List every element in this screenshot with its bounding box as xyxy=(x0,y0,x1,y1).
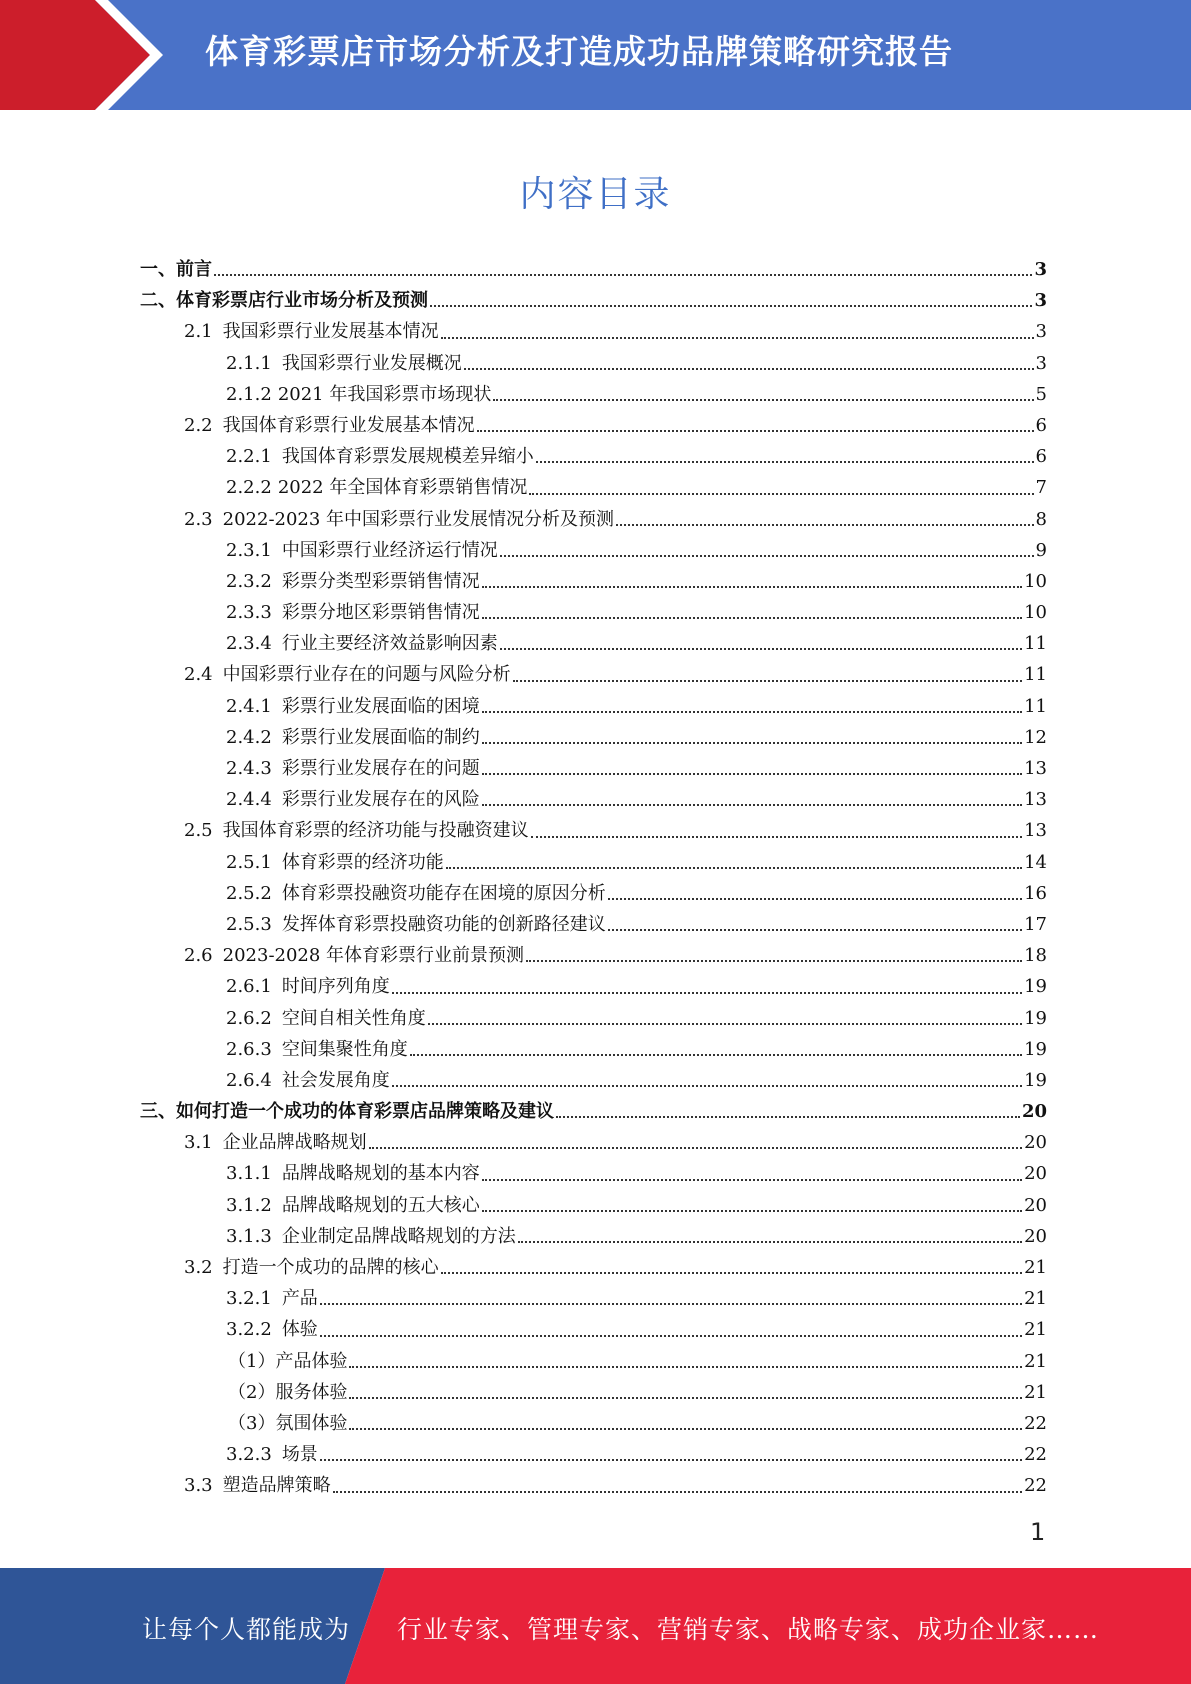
toc-entry-number: 3.1.2 xyxy=(226,1194,272,1216)
toc-leader-dots xyxy=(482,711,1022,713)
footer-banner xyxy=(0,1568,1191,1684)
toc-entry-title: 服务体验 xyxy=(275,1381,348,1403)
toc-entry-page: 11 xyxy=(1024,695,1047,717)
toc-entry-title: 体育彩票的经济功能 xyxy=(281,851,444,873)
footer-slogan-left: 让每个人都能成为 xyxy=(142,1615,351,1644)
toc-entry-number: 2.6.1 xyxy=(226,976,272,998)
toc-entry[interactable] xyxy=(140,1252,1047,1283)
toc-entry-page: 3 xyxy=(1034,259,1047,280)
toc-entry-title: 体验 xyxy=(281,1319,318,1341)
toc-leader-dots xyxy=(529,493,1033,495)
toc-entry[interactable] xyxy=(140,753,1047,784)
toc-entry[interactable] xyxy=(140,535,1047,566)
toc-entry[interactable] xyxy=(140,1096,1047,1127)
toc-entry-title: 2022 年全国体育彩票销售情况 xyxy=(277,477,528,499)
toc-entry-number: 2.3.1 xyxy=(226,539,272,561)
header-banner xyxy=(0,0,1191,110)
toc-entry-page: 19 xyxy=(1024,1038,1047,1060)
toc-leader-dots xyxy=(349,1397,1022,1399)
toc-entry-number: 2.2.2 xyxy=(226,477,272,499)
toc-leader-dots xyxy=(500,555,1034,557)
toc-entry-page: 6 xyxy=(1035,414,1047,436)
toc-entry-title: 氛围体验 xyxy=(275,1412,348,1434)
toc-entry-title: 产品体验 xyxy=(275,1350,348,1372)
toc-entry-number: 2.4 xyxy=(184,664,213,686)
toc-leader-dots xyxy=(608,929,1022,931)
footer-slogan-right: 行业专家、管理专家、营销专家、战略专家、成功企业家…… xyxy=(397,1615,1100,1644)
toc-entry-number: 一、 xyxy=(140,259,176,280)
toc-leader-dots xyxy=(410,1054,1022,1056)
toc-leader-dots xyxy=(531,836,1022,838)
toc-entry-page: 11 xyxy=(1024,633,1047,655)
toc-entry-page: 10 xyxy=(1024,602,1047,624)
toc-entry-page: 8 xyxy=(1035,508,1047,530)
toc-entry-page: 22 xyxy=(1024,1412,1047,1434)
toc-entry-title: 场景 xyxy=(281,1444,318,1466)
toc-entry-number: 3.2 xyxy=(184,1257,213,1278)
toc-entry-title: 我国体育彩票发展规模差异缩小 xyxy=(281,446,534,468)
toc-entry-title: 如何打造一个成功的体育彩票店品牌策略及建议 xyxy=(176,1101,554,1123)
toc-entry[interactable] xyxy=(140,316,1047,347)
toc-leader-dots xyxy=(482,742,1022,744)
toc-entry-page: 20 xyxy=(1024,1194,1047,1216)
toc-entry-number: 2.6.4 xyxy=(226,1069,272,1091)
toc-entry-page: 13 xyxy=(1024,789,1047,811)
toc-leader-dots xyxy=(446,867,1022,869)
toc-entry-page: 20 xyxy=(1024,1225,1047,1247)
toc-entry[interactable] xyxy=(140,1439,1047,1470)
toc-leader-dots xyxy=(320,1459,1022,1461)
toc-entry-number: 2.2 xyxy=(184,414,213,436)
toc-leader-dots xyxy=(392,1085,1022,1087)
toc-entry-number: 3.1 xyxy=(184,1132,213,1154)
toc-entry-number: 2.2.1 xyxy=(226,446,272,468)
toc-entry-number: 3.2.1 xyxy=(226,1288,272,1310)
toc-entry-page: 18 xyxy=(1024,945,1047,967)
toc-entry[interactable] xyxy=(140,878,1047,909)
toc-entry[interactable] xyxy=(140,441,1047,472)
toc-entry[interactable] xyxy=(140,691,1047,722)
toc-entry-number: 3.1.1 xyxy=(226,1163,272,1185)
toc-entry-number: 2.1.1 xyxy=(226,352,272,374)
toc-leader-dots xyxy=(482,804,1022,806)
toc-entry[interactable] xyxy=(140,1221,1047,1252)
toc-entry-page: 19 xyxy=(1024,1007,1047,1029)
toc-entry-page: 20 xyxy=(1024,1163,1047,1185)
toc-leader-dots xyxy=(392,992,1022,994)
toc-entry-page: 11 xyxy=(1024,664,1047,686)
toc-leader-dots xyxy=(477,430,1034,432)
toc-entry-title: 我国彩票行业发展概况 xyxy=(281,352,462,374)
toc-entry[interactable] xyxy=(140,1065,1047,1096)
toc-entry-page: 21 xyxy=(1024,1350,1047,1372)
toc-leader-dots xyxy=(526,960,1022,962)
toc-entry-number: 2.3.2 xyxy=(226,570,272,592)
toc-entry-title: 我国彩票行业发展基本情况 xyxy=(222,321,439,343)
toc-entry-page: 14 xyxy=(1024,851,1047,873)
toc-entry-title: 体育彩票投融资功能存在困境的原因分析 xyxy=(281,882,606,904)
toc-entry[interactable] xyxy=(140,504,1047,535)
toc-entry-title: 社会发展角度 xyxy=(281,1069,390,1091)
toc-entry[interactable] xyxy=(140,909,1047,940)
toc-entry[interactable] xyxy=(140,597,1047,628)
toc-entry[interactable] xyxy=(140,1158,1047,1189)
toc-entry-page: 21 xyxy=(1024,1257,1047,1278)
toc-entry-number: 2.5 xyxy=(184,820,213,842)
toc-heading: 内容目录 xyxy=(519,174,672,215)
toc-entry-number: 2.4.3 xyxy=(226,758,272,779)
toc-entry[interactable] xyxy=(140,1127,1047,1158)
toc-entry-title: 彩票行业发展面临的制约 xyxy=(281,726,480,748)
toc-entry-title: 空间自相关性角度 xyxy=(281,1007,426,1029)
toc-entry[interactable] xyxy=(140,1408,1047,1439)
toc-leader-dots xyxy=(608,898,1022,900)
toc-entry-page: 12 xyxy=(1024,726,1047,748)
toc-leader-dots xyxy=(430,305,1032,307)
toc-entry-title: 彩票行业发展存在的风险 xyxy=(281,789,480,811)
toc-entry-page: 19 xyxy=(1024,976,1047,998)
toc-entry-page: 22 xyxy=(1024,1444,1047,1466)
toc-leader-dots xyxy=(320,1335,1022,1337)
toc-entry-title: 中国彩票行业存在的问题与风险分析 xyxy=(222,664,511,686)
toc-leader-dots xyxy=(464,368,1034,370)
page-number: 1 xyxy=(1030,1518,1046,1546)
toc-entry-number: 2.4.4 xyxy=(226,789,272,811)
toc-entry-title: 品牌战略规划的五大核心 xyxy=(281,1194,480,1216)
toc-entry-page: 5 xyxy=(1035,383,1047,405)
toc-entry[interactable] xyxy=(140,815,1047,846)
toc-entry-number: （3） xyxy=(228,1412,276,1434)
toc-entry-page: 10 xyxy=(1024,570,1047,592)
toc-entry[interactable] xyxy=(140,410,1047,441)
toc-entry-page: 21 xyxy=(1024,1319,1047,1341)
toc-leader-dots xyxy=(441,1272,1022,1274)
toc-entry-number: 2.3 xyxy=(184,508,213,530)
toc-entry-number: 3.1.3 xyxy=(226,1225,272,1247)
toc-entry-page: 17 xyxy=(1024,913,1047,935)
toc-entry[interactable] xyxy=(140,1003,1047,1034)
toc-leader-dots xyxy=(482,1210,1022,1212)
toc-entry[interactable] xyxy=(140,784,1047,815)
toc-entry[interactable] xyxy=(140,254,1047,285)
toc-leader-dots xyxy=(518,1241,1022,1243)
toc-entry-number: 3.3 xyxy=(184,1475,213,1497)
toc-entry-title: 塑造品牌策略 xyxy=(222,1475,331,1497)
toc-entry-title: 前言 xyxy=(176,259,212,280)
toc-entry[interactable] xyxy=(140,1283,1047,1314)
toc-entry[interactable] xyxy=(140,472,1047,503)
toc-leader-dots xyxy=(482,617,1022,619)
toc-leader-dots xyxy=(349,1366,1022,1368)
toc-leader-dots xyxy=(536,461,1034,463)
toc-entry-number: 三、 xyxy=(140,1101,176,1123)
toc-entry-title: 体育彩票店行业市场分析及预测 xyxy=(176,290,428,312)
toc-leader-dots xyxy=(214,274,1032,276)
toc-entry-number: 2.3.4 xyxy=(226,633,272,655)
toc-entry-page: 19 xyxy=(1024,1069,1047,1091)
toc-entry-title: 我国体育彩票的经济功能与投融资建议 xyxy=(222,820,529,842)
toc-entry-title: 打造一个成功的品牌的核心 xyxy=(222,1257,439,1278)
toc-entry-page: 6 xyxy=(1035,446,1047,468)
toc-leader-dots xyxy=(513,680,1022,682)
toc-entry-page: 21 xyxy=(1024,1288,1047,1310)
toc-entry-page: 3 xyxy=(1035,321,1047,343)
toc-entry-page: 7 xyxy=(1035,477,1047,499)
toc-entry-number: 二、 xyxy=(140,290,176,312)
toc-entry-page: 9 xyxy=(1035,539,1047,561)
toc-entry-title: 2022-2023 年中国彩票行业发展情况分析及预测 xyxy=(222,508,615,530)
toc-entry-title: 发挥体育彩票投融资功能的创新路径建议 xyxy=(281,913,606,935)
toc-entry-title: 2023-2028 年体育彩票行业前景预测 xyxy=(222,945,525,967)
toc-entry-title: 2021 年我国彩票市场现状 xyxy=(277,383,492,405)
toc-entry[interactable] xyxy=(140,1190,1047,1221)
toc-entry-title: 空间集聚性角度 xyxy=(281,1038,408,1060)
toc-entry-page: 3 xyxy=(1035,352,1047,374)
toc-leader-dots xyxy=(482,773,1022,775)
toc-entry-title: 彩票行业发展存在的问题 xyxy=(281,758,480,779)
toc-entry[interactable] xyxy=(140,971,1047,1002)
toc-entry-number: 2.5.1 xyxy=(226,851,272,873)
toc-entry-number: 2.6 xyxy=(184,945,213,967)
toc-entry-page: 20 xyxy=(1021,1101,1047,1123)
toc-entry-title: 时间序列角度 xyxy=(281,976,390,998)
toc-entry-number: 2.5.3 xyxy=(226,913,272,935)
toc-entry-number: 3.2.2 xyxy=(226,1319,272,1341)
toc-entry[interactable] xyxy=(140,722,1047,753)
toc-leader-dots xyxy=(556,1116,1020,1118)
toc-entry[interactable] xyxy=(140,379,1047,410)
toc-leader-dots xyxy=(333,1491,1022,1493)
toc-entry-page: 3 xyxy=(1034,290,1047,312)
toc-entry-number: 2.1 xyxy=(184,321,213,343)
table-of-contents xyxy=(140,254,1047,1502)
toc-entry-title: 彩票分地区彩票销售情况 xyxy=(281,602,480,624)
toc-entry[interactable] xyxy=(140,1470,1047,1501)
toc-entry[interactable] xyxy=(140,348,1047,379)
toc-entry-number: （2） xyxy=(228,1381,276,1403)
toc-entry[interactable] xyxy=(140,847,1047,878)
toc-entry[interactable] xyxy=(140,1314,1047,1345)
toc-leader-dots xyxy=(500,648,1022,650)
toc-entry-number: 2.6.3 xyxy=(226,1038,272,1060)
toc-leader-dots xyxy=(441,337,1034,339)
toc-entry-title: 企业制定品牌战略规划的方法 xyxy=(281,1225,516,1247)
toc-entry[interactable] xyxy=(140,285,1047,316)
toc-leader-dots xyxy=(482,586,1022,588)
toc-entry-title: 中国彩票行业经济运行情况 xyxy=(281,539,498,561)
toc-leader-dots xyxy=(493,399,1033,401)
toc-leader-dots xyxy=(349,1428,1022,1430)
toc-entry-number: 2.5.2 xyxy=(226,882,272,904)
toc-entry-number: 2.4.1 xyxy=(226,695,272,717)
toc-entry[interactable] xyxy=(140,628,1047,659)
toc-entry-title: 彩票分类型彩票销售情况 xyxy=(281,570,480,592)
toc-entry[interactable] xyxy=(140,659,1047,690)
toc-entry-number: 2.4.2 xyxy=(226,726,272,748)
toc-entry-title: 企业品牌战略规划 xyxy=(222,1132,367,1154)
toc-entry-title: 产品 xyxy=(281,1288,318,1310)
toc-entry-page: 21 xyxy=(1024,1381,1047,1403)
toc-leader-dots xyxy=(616,524,1033,526)
toc-entry[interactable] xyxy=(140,1377,1047,1408)
toc-entry-page: 22 xyxy=(1024,1475,1047,1497)
toc-entry-page: 20 xyxy=(1024,1132,1047,1154)
toc-entry-number: 3.2.3 xyxy=(226,1444,272,1466)
toc-entry-title: 品牌战略规划的基本内容 xyxy=(281,1163,480,1185)
report-title: 体育彩票店市场分析及打造成功品牌策略研究报告 xyxy=(205,32,953,71)
toc-leader-dots xyxy=(369,1147,1022,1149)
toc-entry-number: 2.3.3 xyxy=(226,602,272,624)
toc-entry-page: 13 xyxy=(1024,820,1047,842)
toc-entry-title: 行业主要经济效益影响因素 xyxy=(281,633,498,655)
toc-entry-number: （1） xyxy=(228,1350,276,1372)
toc-entry-page: 16 xyxy=(1024,882,1047,904)
toc-entry-number: 2.1.2 xyxy=(226,383,272,405)
toc-entry-page: 13 xyxy=(1024,758,1047,779)
toc-entry[interactable] xyxy=(140,566,1047,597)
toc-entry-title: 彩票行业发展面临的困境 xyxy=(281,695,480,717)
toc-entry[interactable] xyxy=(140,1034,1047,1065)
toc-entry-title: 我国体育彩票行业发展基本情况 xyxy=(222,414,475,436)
toc-leader-dots xyxy=(320,1303,1022,1305)
toc-leader-dots xyxy=(482,1179,1022,1181)
toc-entry[interactable] xyxy=(140,1346,1047,1377)
toc-leader-dots xyxy=(428,1023,1022,1025)
toc-entry-number: 2.6.2 xyxy=(226,1007,272,1029)
toc-entry[interactable] xyxy=(140,940,1047,971)
